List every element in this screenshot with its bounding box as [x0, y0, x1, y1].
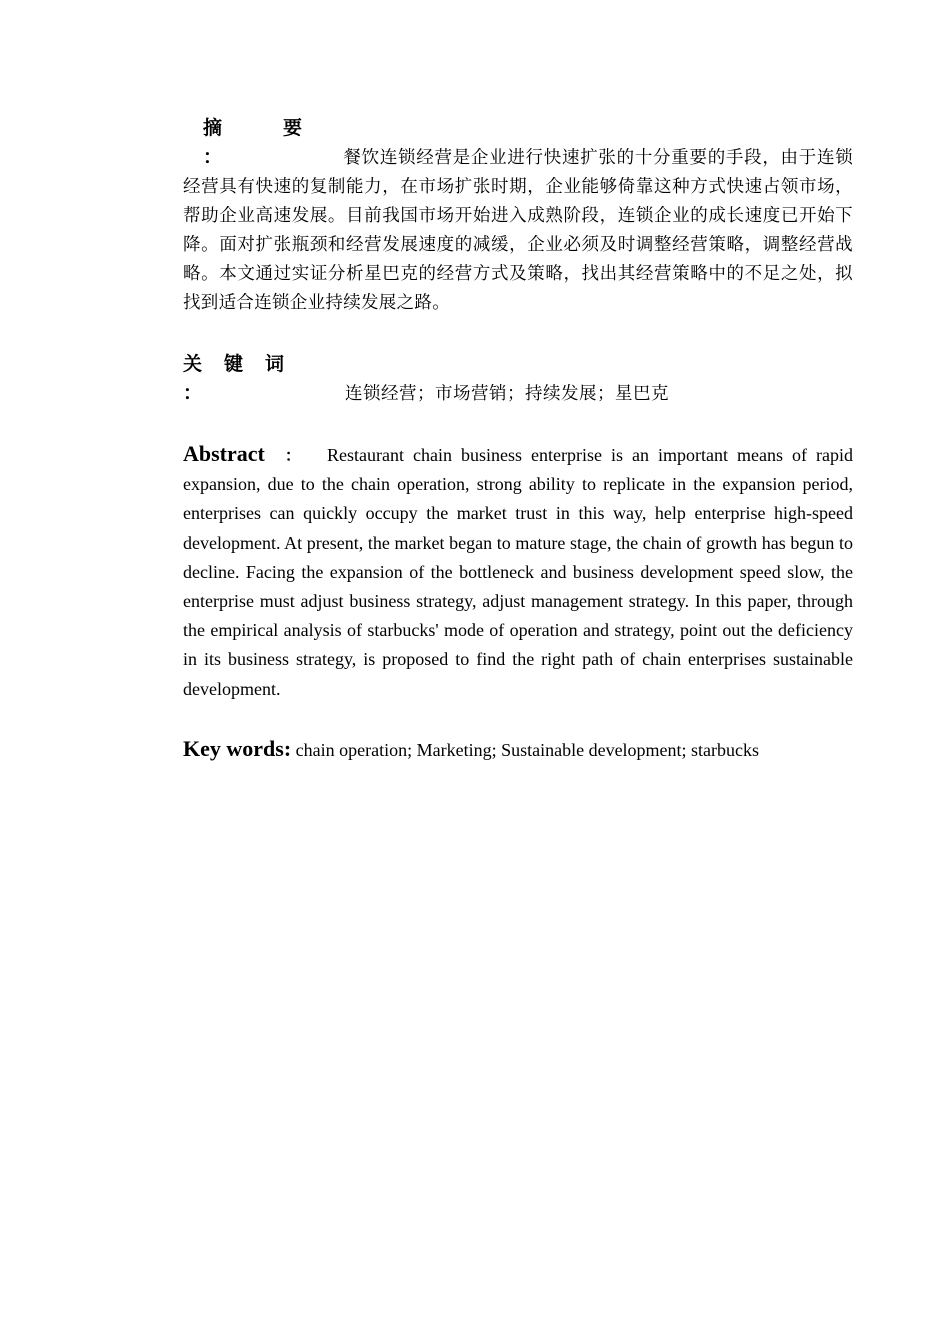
- english-keywords-text: chain operation; Marketing; Sustainable development; starbucks: [295, 739, 760, 760]
- chinese-abstract-label: [183, 114, 343, 172]
- english-abstract-label-colon: ：: [284, 446, 301, 465]
- chinese-keywords-label-char-3: 词: [265, 353, 285, 375]
- chinese-abstract-label-char-1: 摘: [203, 117, 223, 139]
- english-keywords: [183, 734, 853, 765]
- chinese-abstract-label-char-2: 要: [283, 117, 303, 139]
- english-keywords-label: Key words:: [183, 735, 292, 761]
- chinese-abstract-label-colon: ：: [203, 146, 223, 168]
- chinese-keywords-text: 连锁经营；市场营销；持续发展；星巴克: [345, 384, 669, 404]
- chinese-keywords-label-char-2: 键: [224, 353, 244, 375]
- chinese-abstract: [183, 114, 853, 318]
- english-abstract-text: Restaurant chain business enterprise is an important means of rapid expansion, due to the chain operation, strong ability to replicate in the expansion period, enterprises can quickly occupy the market trust in this way, help enterprise high-speed development. At present, the market began to mature stage, the chain of growth has begun to decline. Facing the expansion of the bottleneck and business development speed slow, the enterprise must adjust business strategy, adjust management strategy. In this paper, through the empirical analysis of starbucks' mode of operation and strategy, point out the deficiency in its business strategy, is proposed to find the right path of chain enterprises sustainable development.: [183, 445, 853, 699]
- chinese-keywords-label-char-1: 关: [183, 353, 203, 375]
- document-page: [183, 114, 853, 765]
- chinese-abstract-text: 餐饮连锁经营是企业进行快速扩张的十分重要的手段，由于连锁经营具有快速的复制能力，在市场扩张时期，企业能够倚靠这种方式快速占领市场，帮助企业高速发展。目前我国市场开始进入成熟阶段，连锁企业的成长速度已开始下降。面对扩张瓶颈和经营发展速度的减缓，企业必须及时调整经营策略，调整经营战略。本文通过实证分析星巴克的经营方式及策略，找出其经营策略中的不足之处，拟找到适合连锁企业持续发展之路。: [183, 148, 853, 313]
- chinese-keywords-label: [183, 350, 345, 408]
- english-abstract-label: [183, 439, 327, 470]
- english-abstract-label-text: Abstract: [183, 441, 265, 466]
- chinese-keywords: [183, 350, 853, 409]
- english-abstract: [183, 439, 853, 704]
- chinese-keywords-label-colon: ：: [183, 382, 203, 404]
